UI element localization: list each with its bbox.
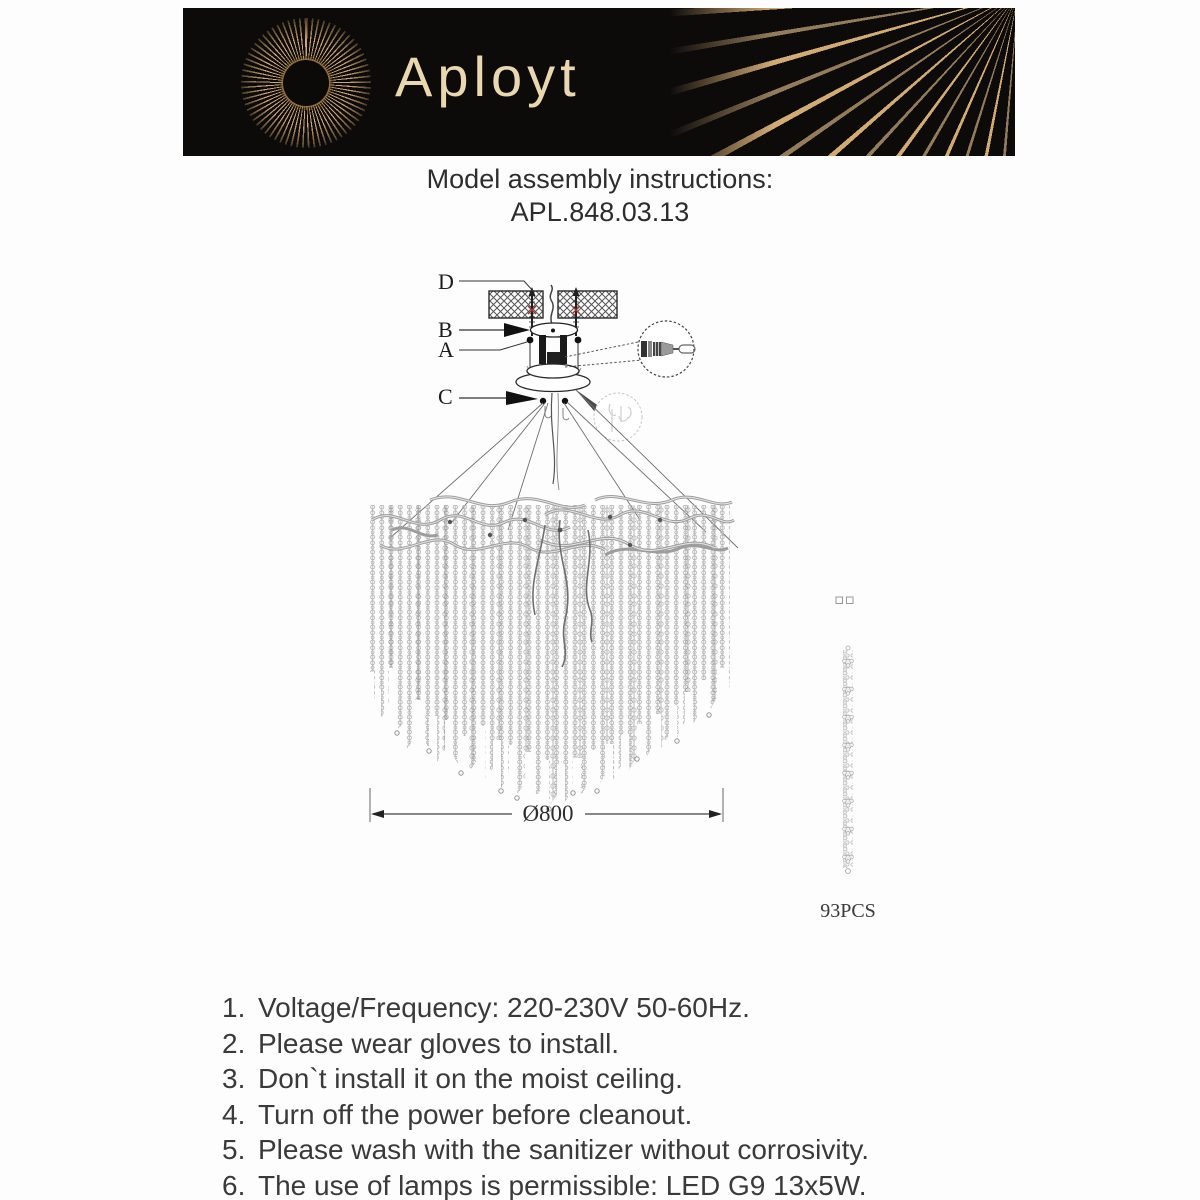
sunburst-logo-icon <box>241 18 371 148</box>
assembly-diagram <box>300 255 920 955</box>
sample-strand <box>820 597 876 922</box>
hook-detail-circle <box>575 389 642 441</box>
instruction-item <box>222 1027 1082 1063</box>
diameter-label: Ø800 <box>522 801 574 826</box>
page-title: Model assembly instructions: <box>426 164 774 194</box>
title-block <box>0 163 1200 229</box>
model-code: APL.848.03.13 <box>510 197 690 227</box>
item-text: Turn off the power before cleanout. <box>258 1098 693 1130</box>
instruction-item <box>222 991 1082 1027</box>
supply-wire <box>550 285 553 324</box>
item-number: 5. <box>222 1134 246 1166</box>
instruction-item <box>222 1169 1082 1200</box>
item-text: The use of lamps is permissible: LED G9 13x5W. <box>258 1169 867 1200</box>
label-d-group <box>438 269 534 294</box>
label-c: C <box>438 384 453 409</box>
label-a-group <box>438 337 527 362</box>
instruction-item <box>222 1062 1082 1098</box>
item-number: 1. <box>222 992 246 1023</box>
item-text: Please wash with the sanitizer without corrosivity. <box>258 1134 870 1166</box>
item-text: Please wear gloves to install. <box>258 1027 620 1059</box>
item-text: Voltage/Frequency: 220-230V 50-60Hz. <box>258 992 750 1023</box>
corner-rays-decoration <box>670 8 1015 156</box>
instruction-list <box>222 991 1082 1200</box>
brand-name: Aployt <box>395 45 581 108</box>
instruction-item <box>222 1098 1082 1134</box>
sunburst-core <box>283 60 329 106</box>
canopy <box>516 364 590 392</box>
brand-banner <box>183 8 1015 156</box>
item-number: 4. <box>222 1098 246 1130</box>
item-number: 3. <box>222 1063 246 1095</box>
label-d: D <box>438 269 454 294</box>
mounting-plate <box>531 323 578 337</box>
instruction-item <box>222 1133 1082 1169</box>
dimension-line <box>370 788 723 826</box>
item-text: Don`t install it on the moist ceiling. <box>258 1063 683 1095</box>
label-a: A <box>438 337 454 362</box>
item-number: 2. <box>222 1027 246 1059</box>
item-number: 6. <box>222 1169 246 1200</box>
connector-detail-circle <box>565 321 695 377</box>
parts-count-label: 93PCS <box>820 900 876 922</box>
label-b: B <box>438 317 453 342</box>
